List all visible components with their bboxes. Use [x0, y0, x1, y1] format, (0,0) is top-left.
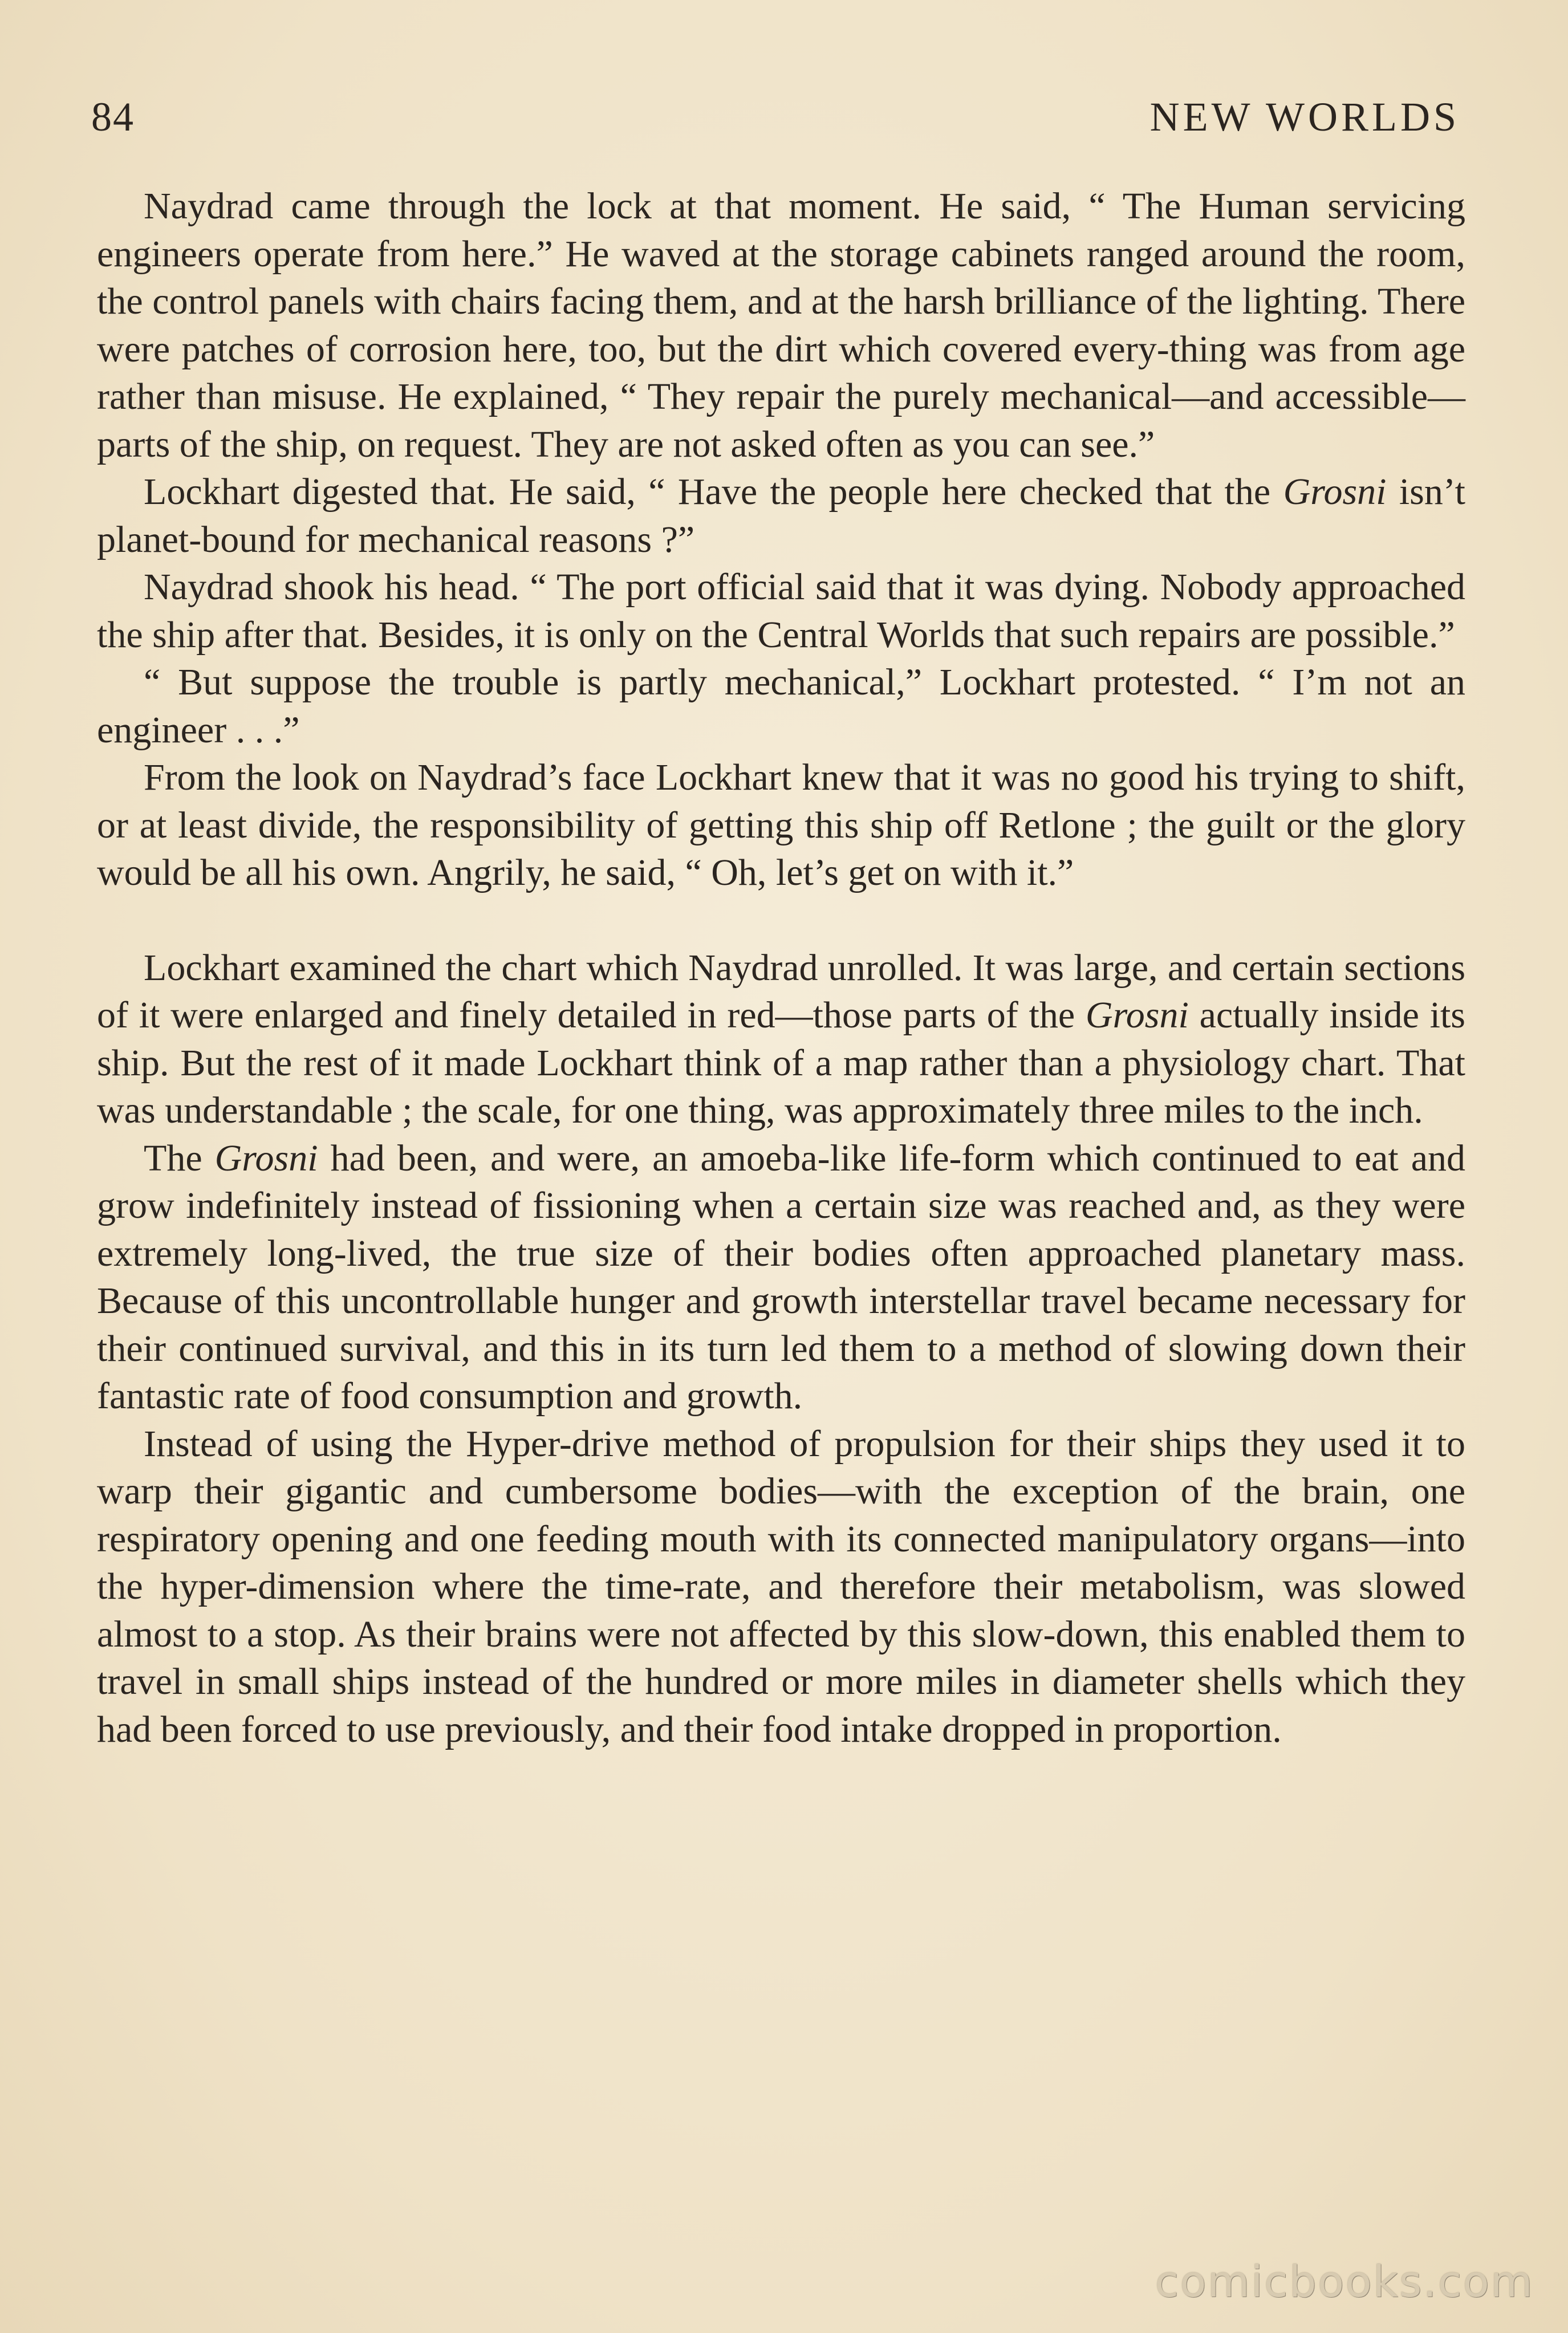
paragraph [97, 659, 1465, 754]
paragraph-text: Lockhart digested that. He said, “ Have the people here checked that the [144, 471, 1283, 513]
paragraph-text: had been, and were, an amoeba-like life-form which continued to eat and grow indefinitely instead of fissioning when a certain size was reached and, as they were extremely long-lived, the true size of their bodies often approached planetary mass. Because of this uncontrollable hunger and growth interstellar travel became necessary for their continued survival, and this in its turn led them to a method of slowing down their fantastic rate of food consumption and growth. [97, 1137, 1466, 1417]
paragraph-text: Naydrad came through the lock at that moment. He said, “ The Human servicing engineers operate from here.” He waved at the storage cabinets ranged around the room, the control panels with chairs facing them, and at the harsh brilliance of the lighting. There were patches of corrosion here, too, but the dirt which covered every-thing was from age rather than misuse. He explained, “ They repair the purely mechanical—and accessible—parts of the ship, on request. They are not asked often as you can see.” [97, 185, 1465, 465]
paragraph-text: Naydrad shook his head. “ The port official said that it was dying. Nobody approached the ship after that. Besides, it is only on the Central Worlds that such repairs are possible.” [97, 566, 1465, 656]
paragraph [97, 944, 1465, 1135]
italic-text: Grosni [1283, 471, 1387, 513]
paragraph [97, 468, 1465, 563]
paragraph-text: “ But suppose the trouble is partly mechanical,” Lockhart protested. “ I’m not an engineer . . .” [97, 661, 1465, 751]
paragraph-text: Lockhart examined the chart which Naydrad unrolled. It was large, and certain sections of it were enlarged and finely detailed in red—those parts of the [97, 946, 1465, 1036]
paragraph [97, 754, 1465, 897]
paragraph-text: actually inside its ship. But the rest of it made Lockhart think of a map rather than a physiology chart. That was understandable ; the scale, for one thing, was approximately three miles to the inch. [97, 994, 1465, 1131]
page-number: 84 [91, 94, 135, 140]
watermark: comicbooks.com [1155, 2256, 1534, 2307]
italic-text: Grosni [214, 1137, 318, 1179]
italic-text: Grosni [1085, 994, 1189, 1036]
paragraph-text: The [144, 1137, 215, 1179]
paragraph [97, 563, 1465, 659]
paragraph [97, 1135, 1465, 1420]
page-header [91, 86, 1460, 148]
paragraph-text: isn’t planet-bound for mechanical reasons ?” [97, 471, 1465, 560]
body-text [97, 182, 1465, 1753]
paragraph-text: Instead of using the Hyper-drive method of propulsion for their ships they used it to warp their gigantic and cumbersome bodies—with the exception of the brain, one respiratory opening and one feeding mouth with its connected manipulatory organs—into the hyper-dimension where the time-rate, and therefore their metabolism, was slowed almost to a stop. As their brains were not affected by this slow-down, this enabled them to travel in small ships instead of the hundred or more miles in diameter shells which they had been forced to use previously, and their food intake dropped in proportion. [97, 1422, 1465, 1750]
paragraph [97, 182, 1465, 468]
paragraph-text: From the look on Naydrad’s face Lockhart knew that it was no good his trying to shift, or at least divide, the responsibility of getting this ship off Retlone ; the guilt or the glory would be all his own. Angrily, he said, “ Oh, let’s get on with it.” [97, 757, 1465, 893]
running-head: NEW WORLDS [1149, 94, 1460, 140]
paragraph [97, 1420, 1465, 1754]
